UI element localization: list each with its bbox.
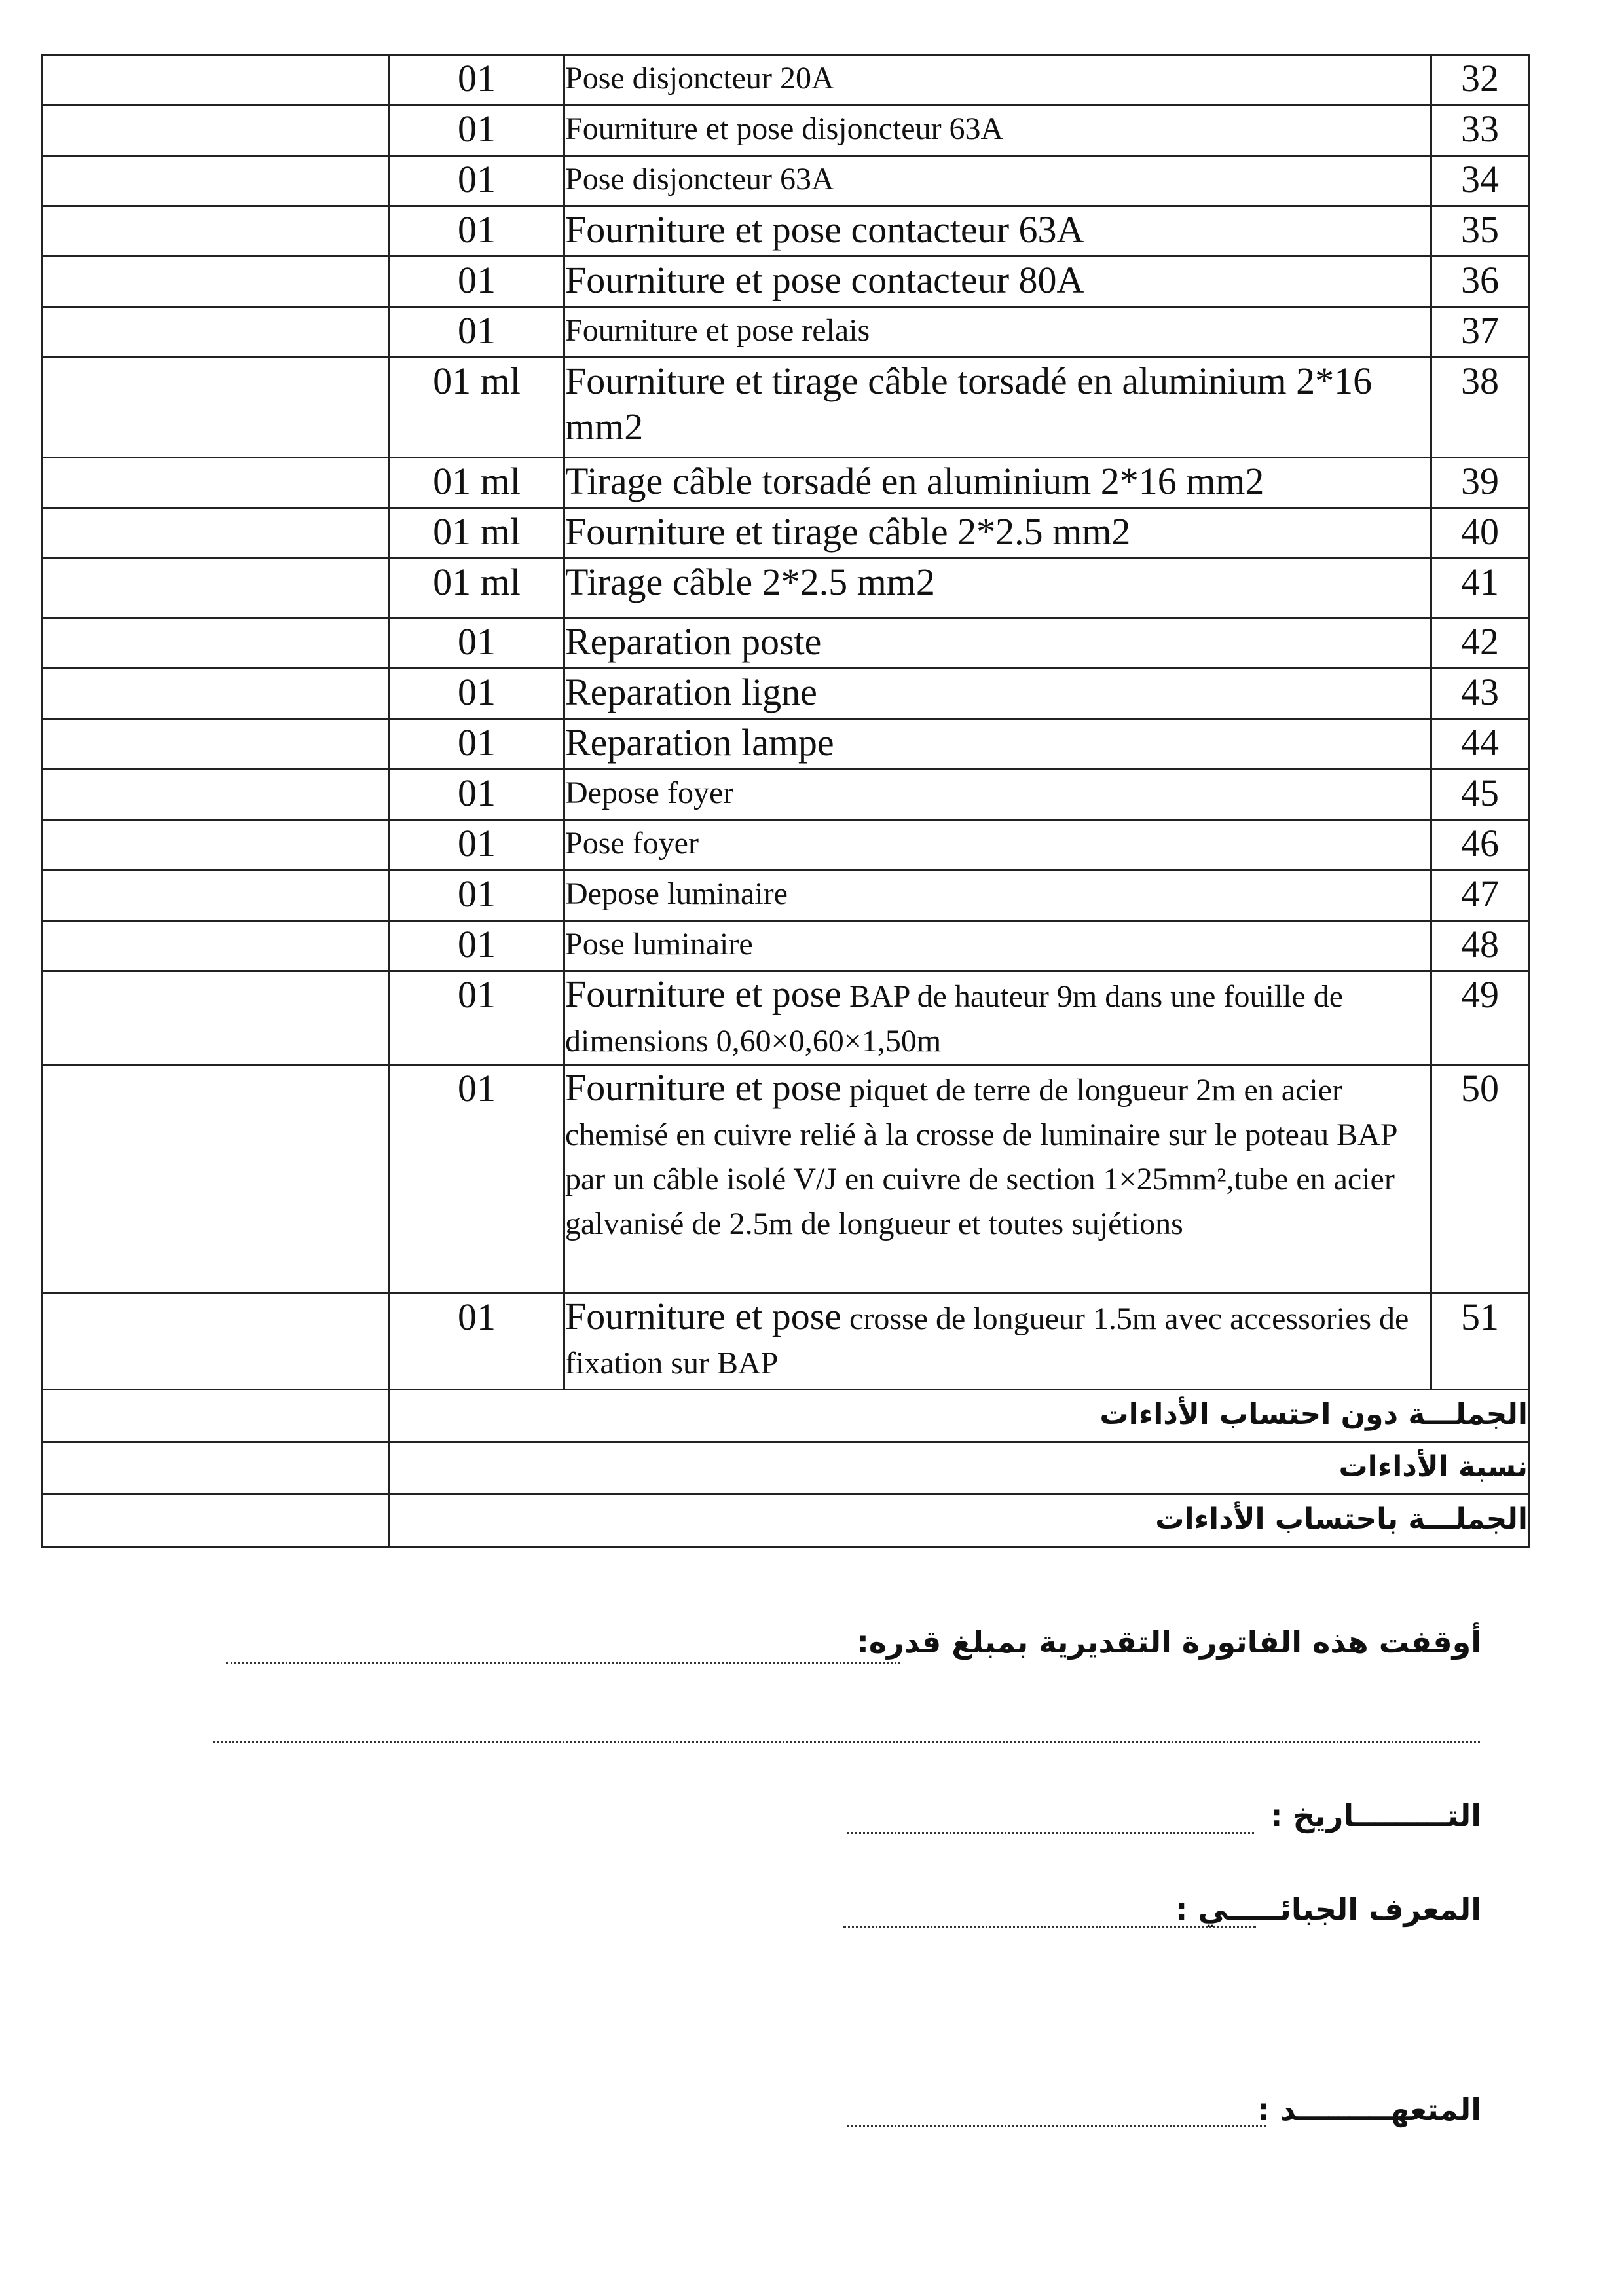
- price-cell: [42, 669, 390, 719]
- description-lead: Fourniture et pose: [565, 973, 842, 1015]
- tax-value-cell: [42, 1442, 390, 1495]
- price-cell: [42, 921, 390, 971]
- quantity-cell: 01: [390, 257, 564, 307]
- description-cell: [564, 1065, 1431, 1294]
- item-number-cell: 40: [1431, 508, 1529, 559]
- item-number-cell: 47: [1431, 870, 1529, 921]
- price-cell: [42, 770, 390, 820]
- table-row: [42, 307, 1529, 358]
- description-cell: Reparation ligne: [564, 669, 1431, 719]
- description-cell: Fourniture et pose contacteur 63A: [564, 206, 1431, 257]
- description-cell: Depose foyer: [564, 770, 1431, 820]
- quantity-cell: 01: [390, 307, 564, 358]
- table-row: [42, 1294, 1529, 1390]
- item-number-cell: 44: [1431, 719, 1529, 770]
- amount-dotted-line-2: [213, 1741, 1480, 1743]
- table-row: [42, 55, 1529, 105]
- description-cell: Pose disjoncteur 63A: [564, 156, 1431, 206]
- tax-rate-row: [42, 1442, 1529, 1495]
- tax-id-dotted-line: [843, 1926, 1256, 1928]
- table-row: [42, 1065, 1529, 1294]
- item-number-cell: 32: [1431, 55, 1529, 105]
- table-row: [42, 669, 1529, 719]
- item-number-cell: 36: [1431, 257, 1529, 307]
- description-cell: Tirage câble torsadé en aluminium 2*16 mm2: [564, 458, 1431, 508]
- description-cell: Pose luminaire: [564, 921, 1431, 971]
- quantity-cell: 01: [390, 55, 564, 105]
- item-number-cell: 43: [1431, 669, 1529, 719]
- quantity-cell: 01: [390, 719, 564, 770]
- table-row: [42, 358, 1529, 458]
- description-cell: Fourniture et tirage câble 2*2.5 mm2: [564, 508, 1431, 559]
- quantity-cell: 01: [390, 820, 564, 870]
- description-rest: crosse de longueur 1.5m avec accessories de fixation sur BAP: [565, 1301, 1409, 1381]
- table-row: [42, 719, 1529, 770]
- quantity-cell: 01: [390, 770, 564, 820]
- table-row: [42, 156, 1529, 206]
- price-cell: [42, 870, 390, 921]
- description-cell: Reparation poste: [564, 618, 1431, 669]
- item-number-cell: 50: [1431, 1065, 1529, 1294]
- table-row: [42, 770, 1529, 820]
- price-cell: [42, 508, 390, 559]
- table-row: [42, 508, 1529, 559]
- item-number-cell: 51: [1431, 1294, 1529, 1390]
- tax-rate-label: نسبة الأداءات: [390, 1442, 1529, 1495]
- price-cell: [42, 719, 390, 770]
- item-number-cell: 42: [1431, 618, 1529, 669]
- description-cell: Tirage câble 2*2.5 mm2: [564, 559, 1431, 618]
- total-with-tax-label: الجملـــة باحتساب الأداءات: [390, 1495, 1529, 1547]
- price-cell: [42, 458, 390, 508]
- quantity-cell: 01: [390, 1294, 564, 1390]
- quantity-cell: 01: [390, 669, 564, 719]
- quantity-cell: 01 ml: [390, 358, 564, 458]
- price-cell: [42, 257, 390, 307]
- description-cell: Fourniture et pose contacteur 80A: [564, 257, 1431, 307]
- amount-label: أوقفت هذه الفاتورة التقديرية بمبلغ قدره:: [857, 1624, 1481, 1660]
- quantity-cell: 01: [390, 1065, 564, 1294]
- description-cell: [564, 971, 1431, 1065]
- quantity-cell: 01 ml: [390, 559, 564, 618]
- description-cell: Pose disjoncteur 20A: [564, 55, 1431, 105]
- description-cell: Fourniture et tirage câble torsadé en aluminium 2*16 mm2: [564, 358, 1431, 458]
- item-number-cell: 41: [1431, 559, 1529, 618]
- invoice-table: [41, 54, 1530, 1548]
- price-cell: [42, 206, 390, 257]
- description-cell: Fourniture et pose relais: [564, 307, 1431, 358]
- price-cell: [42, 307, 390, 358]
- table-row: [42, 458, 1529, 508]
- item-number-cell: 38: [1431, 358, 1529, 458]
- quantity-cell: 01: [390, 618, 564, 669]
- total-row-without-tax: [42, 1390, 1529, 1442]
- date-label: التـــــــــاريخ :: [1270, 1798, 1481, 1833]
- price-cell: [42, 358, 390, 458]
- description-cell: Pose foyer: [564, 820, 1431, 870]
- table-row: [42, 820, 1529, 870]
- item-number-cell: 34: [1431, 156, 1529, 206]
- quantity-cell: 01 ml: [390, 458, 564, 508]
- price-cell: [42, 55, 390, 105]
- table-row: [42, 921, 1529, 971]
- table-row: [42, 105, 1529, 156]
- price-cell: [42, 559, 390, 618]
- price-cell: [42, 618, 390, 669]
- table-row: [42, 206, 1529, 257]
- quantity-cell: 01: [390, 206, 564, 257]
- grand-total-value-cell: [42, 1495, 390, 1547]
- table-row: [42, 971, 1529, 1065]
- item-number-cell: 45: [1431, 770, 1529, 820]
- total-without-tax-label: الجملـــة دون احتساب الأداءات: [390, 1390, 1529, 1442]
- description-cell: Depose luminaire: [564, 870, 1431, 921]
- price-cell: [42, 971, 390, 1065]
- item-number-cell: 35: [1431, 206, 1529, 257]
- item-number-cell: 39: [1431, 458, 1529, 508]
- amount-dotted-line: [226, 1662, 900, 1664]
- item-number-cell: 49: [1431, 971, 1529, 1065]
- table-row: [42, 618, 1529, 669]
- item-number-cell: 33: [1431, 105, 1529, 156]
- contractor-label: المتعهـــــــــد :: [1257, 2092, 1481, 2127]
- quantity-cell: 01: [390, 156, 564, 206]
- quantity-cell: 01: [390, 870, 564, 921]
- item-number-cell: 48: [1431, 921, 1529, 971]
- table-row: [42, 559, 1529, 618]
- description-rest: BAP de hauteur 9m dans une fouille de dimensions 0,60×0,60×1,50m: [565, 979, 1344, 1058]
- date-dotted-line: [847, 1832, 1254, 1834]
- total-row-with-tax: [42, 1495, 1529, 1547]
- table-row: [42, 257, 1529, 307]
- description-cell: Fourniture et pose disjoncteur 63A: [564, 105, 1431, 156]
- quantity-cell: 01 ml: [390, 508, 564, 559]
- description-lead: Fourniture et pose: [565, 1295, 842, 1337]
- price-cell: [42, 1065, 390, 1294]
- price-cell: [42, 156, 390, 206]
- description-lead: Fourniture et pose: [565, 1066, 842, 1109]
- item-number-cell: 37: [1431, 307, 1529, 358]
- contractor-dotted-line: [847, 2125, 1266, 2127]
- quantity-cell: 01: [390, 921, 564, 971]
- description-rest: piquet de terre de longueur 2m en acier chemisé en cuivre relié à la crosse de luminaire sur le poteau BAP par un câble isolé V/J en cuivre de section 1×25mm²,tube en acier galvanisé de 2.5m de longueur et toutes sujétions: [565, 1073, 1397, 1241]
- item-number-cell: 46: [1431, 820, 1529, 870]
- price-cell: [42, 1294, 390, 1390]
- description-cell: [564, 1294, 1431, 1390]
- table-row: [42, 870, 1529, 921]
- total-value-cell: [42, 1390, 390, 1442]
- quantity-cell: 01: [390, 971, 564, 1065]
- description-cell: Reparation lampe: [564, 719, 1431, 770]
- price-cell: [42, 820, 390, 870]
- price-cell: [42, 105, 390, 156]
- tax-id-label: المعرف الجبائـــــي :: [1175, 1892, 1481, 1927]
- quantity-cell: 01: [390, 105, 564, 156]
